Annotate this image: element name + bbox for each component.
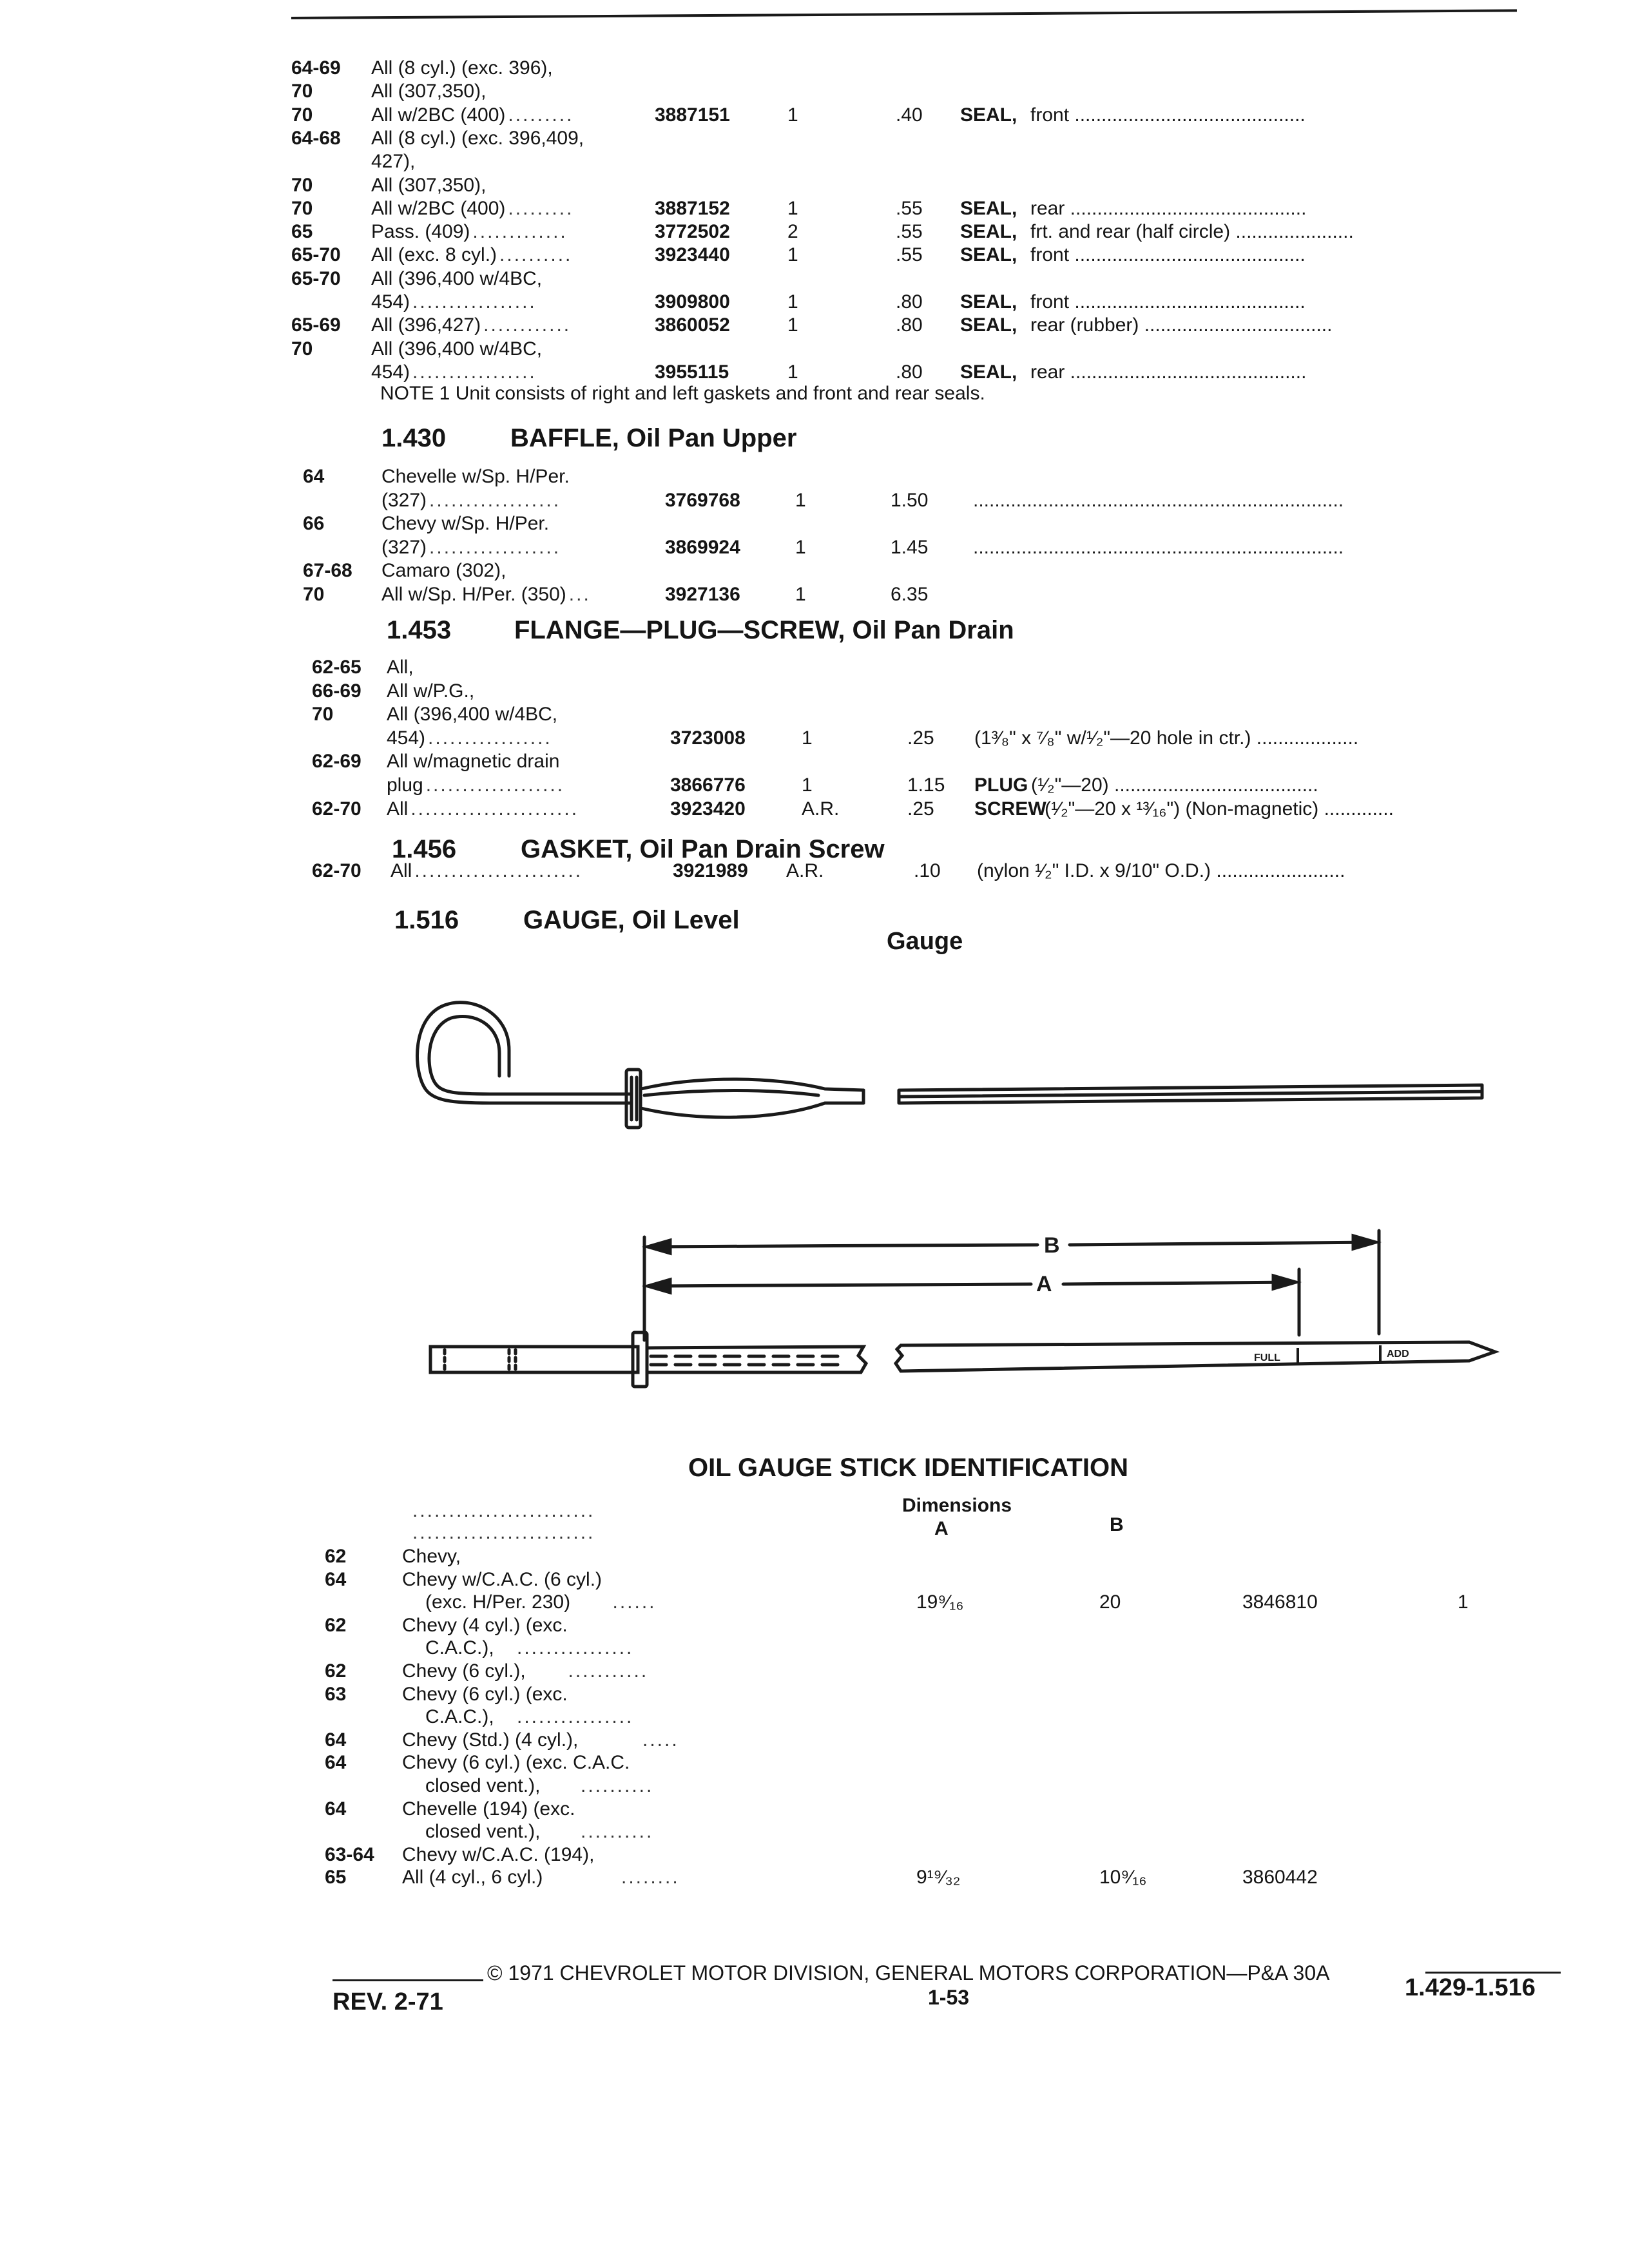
application: All (396,427) [371,314,481,336]
leader-dots: ...... [612,1591,657,1613]
section-number: 1.456 [392,835,457,863]
part-name: SEAL, [960,197,1017,219]
quantity: 1 [1458,1591,1469,1613]
part-number: 3955115 [655,361,729,383]
application: All [390,860,412,881]
dim-label-b: B [1044,1233,1060,1258]
model-year: 65-69 [291,314,341,336]
application: plug [387,774,423,796]
note-1: NOTE 1 Unit consists of right and left gaskets and front and rear seals. [380,383,985,404]
id-table-title: OIL GAUGE STICK IDENTIFICATION [688,1454,1128,1482]
table-row [0,1729,1629,1754]
leader-dots: .................. [429,489,561,511]
application: All (4 cyl., 6 cyl.) [402,1867,543,1888]
model-year: 64 [325,1752,347,1774]
model-year: 64-69 [291,57,341,79]
quantity: 2 [787,221,798,243]
part-number: 3772502 [655,221,730,243]
part-number: 3869924 [665,536,740,558]
dimension-a: 9¹⁹⁄₃₂ [916,1867,961,1888]
gauge-hook-inner [429,1016,631,1094]
part-detail: (¹⁄₂"—20) ...................................... [1031,774,1318,796]
model-year: 64 [325,1729,347,1751]
table-row [0,1820,1629,1846]
part-number: 3887151 [655,104,730,126]
part-detail: rear (rubber) ................................... [1030,314,1333,336]
leader-dots: ............. [472,221,568,243]
footer-rev: REV. 2-71 [333,1988,443,2015]
quantity: A.R. [802,798,840,820]
table-row [0,1637,1629,1662]
part-number: 3866776 [670,774,746,796]
application: All w/magnetic drain [387,751,560,773]
leader-dots: ........ [621,1867,680,1888]
application: 454) [371,361,410,383]
leader-dots: ................. [428,727,552,749]
price: 1.45 [891,536,929,558]
application: Chevy (6 cyl.) (exc. [402,1683,568,1705]
leader-dots: .......... [581,1821,654,1843]
gauge-tube [641,1079,863,1090]
model-year: 70 [303,583,325,605]
model-year: 62-69 [312,751,361,773]
price: .25 [907,727,934,749]
model-year: 62 [325,1546,347,1567]
leader-dots: ................ [517,1637,634,1659]
model-year: 66-69 [312,680,361,702]
quantity: 1 [795,489,806,511]
part-number: 3860442 [1242,1867,1318,1888]
leader-dots: ......... [508,197,574,219]
id-header-dots-2: ......................... [412,1522,595,1543]
part-detail: ..................................................................... [973,536,1344,558]
price: 1.50 [891,489,929,511]
table-row [0,1545,1629,1571]
footer-rule-left [333,1979,483,1981]
dimension-b: 10⁹⁄₁₆ [1099,1867,1147,1888]
application: 454) [371,291,410,312]
model-year: 70 [291,174,313,196]
part-number: 3846810 [1242,1591,1318,1613]
application: Chevelle (194) (exc. [402,1798,575,1820]
part-number: 3909800 [655,291,730,312]
table-row [0,1843,1629,1869]
model-year: 67-68 [303,560,352,581]
part-detail: rear ............................................ [1030,197,1307,219]
id-header-b: B [1110,1514,1124,1535]
mark-add: ADD [1387,1349,1409,1360]
part-name: SCREW [974,798,1046,820]
section-title: GAUGE, Oil Level [523,906,740,934]
model-year: 70 [291,197,313,219]
application: (exc. H/Per. 230) [425,1591,571,1613]
model-year: 65 [325,1867,347,1888]
part-detail: ..................................................................... [973,489,1344,511]
table-row [0,1866,1629,1892]
part-number: 3921989 [673,860,748,881]
dim-label-a: A [1036,1272,1052,1296]
part-number: 3923420 [670,798,746,820]
application: Chevy (6 cyl.) (exc. C.A.C. [402,1752,630,1774]
application: Chevy (Std.) (4 cyl.), [402,1729,579,1751]
table-row [0,1798,1629,1823]
model-year: 70 [291,81,313,102]
leader-dots: ................. [412,291,537,312]
quantity: 1 [802,774,813,796]
application: All (307,350), [371,174,487,196]
leader-dots: ............ [483,314,572,336]
section-title: FLANGE—PLUG—SCREW, Oil Pan Drain [514,616,1014,644]
application: C.A.C.), [425,1637,494,1659]
model-year: 62 [325,1614,347,1636]
part-detail: (nylon ¹⁄₂" I.D. x 9/10" O.D.) ........................ [977,860,1345,881]
dimension-b: 20 [1099,1591,1121,1613]
application: All (396,400 w/4BC, [371,267,543,289]
application: Chevy w/Sp. H/Per. [381,513,550,534]
part-number: 3887152 [655,197,730,219]
model-year: 63-64 [325,1843,374,1865]
part-detail: (1³⁄₈" x ⁷⁄₈" w/¹⁄₂"—20 hole in ctr.) ................... [974,727,1359,749]
section-title: GASKET, Oil Pan Drain Screw [521,835,885,863]
section-number: 1.453 [387,616,452,644]
model-year: 62-65 [312,657,361,678]
application: All w/P.G., [387,680,475,702]
part-detail: (¹⁄₂"—20 x ¹³⁄₁₆") (Non-magnetic) ............. [1045,798,1394,820]
model-year: 64 [325,1568,347,1590]
application: Chevy (6 cyl.), [402,1660,526,1682]
part-number: 3723008 [670,727,746,749]
part-detail: front ........................................... [1030,104,1306,126]
model-year: 62-70 [312,798,361,820]
part-detail: front ........................................... [1030,244,1306,266]
leader-dots: ....................... [410,798,579,820]
quantity: 1 [787,104,798,126]
application: All (307,350), [371,81,487,102]
leader-dots: ... [568,583,591,605]
part-number: 3860052 [655,314,730,336]
leader-dots: ................. [412,361,537,383]
leader-dots: ........... [568,1660,649,1682]
price: .80 [896,291,923,312]
price: .80 [896,361,923,383]
quantity: 1 [787,244,798,266]
application: All (396,400 w/4BC, [371,338,543,360]
quantity: 1 [795,583,806,605]
application: All w/Sp. H/Per. (350) [381,583,566,605]
id-header-a: A [934,1518,949,1539]
part-name: SEAL, [960,104,1017,126]
price: .10 [914,860,941,881]
quantity: 1 [787,291,798,312]
stick-handle [430,1347,638,1372]
leader-dots: ......... [508,104,574,126]
model-year: 65-70 [291,267,341,289]
price: .40 [896,104,923,126]
id-header-dimensions: Dimensions [902,1495,1012,1516]
footer-rule-right [1425,1972,1561,1974]
model-year: 65-70 [291,244,341,266]
quantity: 1 [802,727,813,749]
application: C.A.C.), [425,1706,494,1728]
table-row [0,1568,1629,1594]
quantity: 1 [795,536,806,558]
part-detail: rear ............................................ [1030,361,1307,383]
model-year: 62-70 [312,860,361,881]
table-row [0,1614,1629,1640]
model-year: 66 [303,513,325,534]
application: All [387,798,409,820]
model-year: 64 [325,1798,347,1820]
price: .55 [896,244,923,266]
leader-dots: .......... [581,1775,654,1796]
price: .55 [896,197,923,219]
part-name: PLUG [974,774,1028,796]
price: .25 [907,798,934,820]
application: All, [387,657,414,678]
gauge-cap [626,1070,641,1128]
model-year: 70 [291,338,313,360]
table-row [0,1751,1629,1777]
application: Chevy w/C.A.C. (6 cyl.) [402,1568,602,1590]
table-row [0,1774,1629,1800]
leader-dots: .................. [429,536,561,558]
footer-section-range: 1.429-1.516 [1405,1974,1536,2001]
model-year: 70 [291,104,313,126]
footer-copyright: © 1971 CHEVROLET MOTOR DIVISION, GENERAL MOTORS CORPORATION—P&A 30A [487,1961,1330,1984]
table-row [0,1660,1629,1686]
table-row [0,1683,1629,1709]
footer-page-number: 1-53 [928,1986,970,2009]
price: .55 [896,221,923,243]
quantity: 1 [787,361,798,383]
application: Chevy (4 cyl.) (exc. [402,1614,568,1636]
table-row [0,1591,1629,1617]
application: Camaro (302), [381,560,506,581]
price: 1.15 [907,774,945,796]
part-detail: frt. and rear (half circle) ...................... [1030,221,1354,243]
application: (327) [381,536,427,558]
leader-dots: ....................... [414,860,583,881]
application: 427), [371,151,416,173]
application: Pass. (409) [371,221,470,243]
application: closed vent.), [425,1775,541,1796]
application: All (8 cyl.) (exc. 396,409, [371,127,584,149]
mark-full: FULL [1254,1352,1280,1363]
part-name: SEAL, [960,291,1017,312]
model-year: 62 [325,1660,347,1682]
part-detail: front ........................................... [1030,291,1306,312]
model-year: 64 [303,466,325,487]
part-name: SEAL, [960,314,1017,336]
application: All (396,400 w/4BC, [387,704,558,726]
gauge-caption: Gauge [887,928,963,955]
leader-dots: .......... [499,244,573,266]
application: (327) [381,489,427,511]
price: 6.35 [891,583,929,605]
leader-dots: ..... [642,1729,679,1751]
application: Chevy, [402,1546,461,1567]
leader-dots: ................ [517,1706,634,1728]
application: All w/2BC (400) [371,104,506,126]
part-name: SEAL, [960,221,1017,243]
quantity: 1 [787,197,798,219]
section-title: BAFFLE, Oil Pan Upper [510,424,797,452]
part-number: 3927136 [665,583,740,605]
leader-dots: ................... [425,774,565,796]
model-year: 70 [312,704,334,726]
model-year: 63 [325,1683,347,1705]
part-number: 3769768 [665,489,740,511]
dimension-a: 19⁹⁄₁₆ [916,1591,964,1613]
part-name: SEAL, [960,361,1017,383]
model-year: 64-68 [291,127,341,149]
quantity: 1 [787,314,798,336]
application: Chevelle w/Sp. H/Per. [381,466,570,487]
application: 454) [387,727,426,749]
id-header-dots-1: ......................... [412,1500,595,1521]
part-number: 3923440 [655,244,730,266]
application: All (8 cyl.) (exc. 396), [371,57,553,79]
part-name: SEAL, [960,244,1017,266]
price: .80 [896,314,923,336]
model-year: 65 [291,221,313,243]
application: All w/2BC (400) [371,197,506,219]
application: Chevy w/C.A.C. (194), [402,1843,595,1865]
section-number: 1.516 [394,906,459,934]
section-number: 1.430 [381,424,447,452]
application: All (exc. 8 cyl.) [371,244,497,266]
table-row [0,1706,1629,1731]
application: closed vent.), [425,1821,541,1843]
quantity: A.R. [786,860,824,881]
